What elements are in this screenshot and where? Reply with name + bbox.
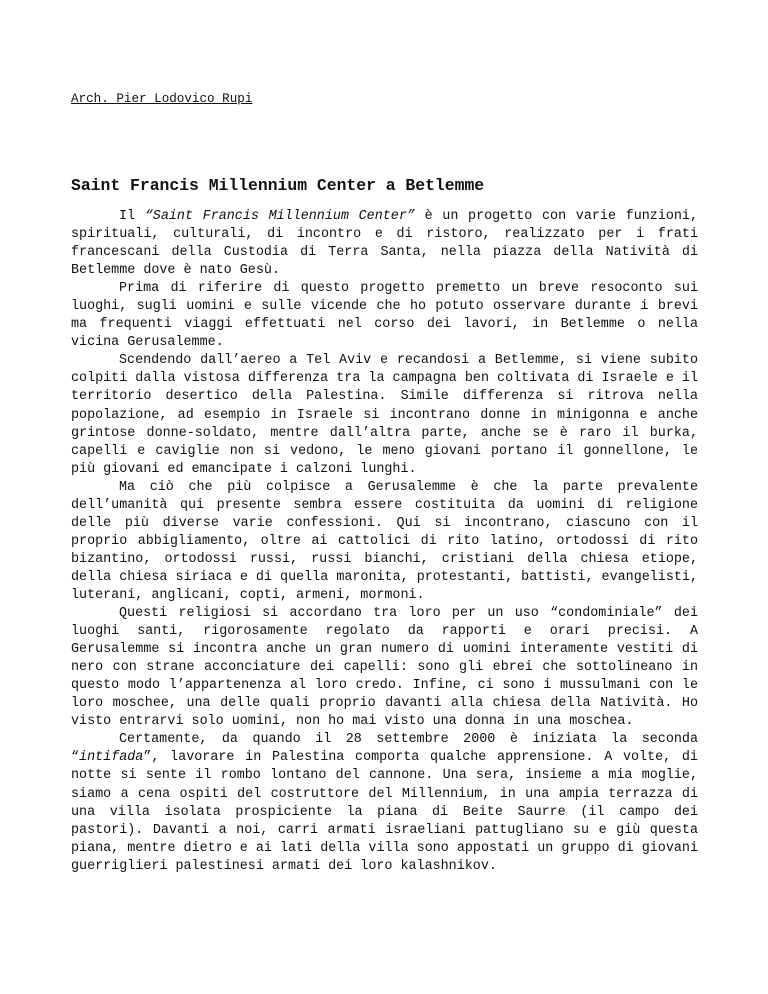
paragraph-6-italic: intifada	[79, 750, 144, 766]
paragraph-6-intro: Certamente, da quando il 28 settembre 2000 è iniziata la seconda “	[71, 732, 698, 766]
paragraph-2: Prima di riferire di questo progetto premetto un breve resoconto sui luoghi, sugli uomini e sulle vicende che ho potuto osservare durante i brevi ma frequenti viaggi effettuati nel corso dei lavori, in Betlemme o nella vicina Gerusalemme.	[71, 281, 698, 351]
paragraph-3: Scendendo dall’aereo a Tel Aviv e recandosi a Betlemme, si viene subito colpiti dalla vistosa differenza tra la campagna ben coltivata di Israele e il territorio desertico della Palestina. Simile differenza si ritrova nella popolazione, ad esempio in Israele si incontrano donne in minigonna e anche grintose donne-soldato, mentre dall’altra parte, anche se è raro il burka, capelli e caviglie non si vedono, le meno giovani portano il gonnellone, le più giovani ed emancipate i calzoni lunghi.	[71, 353, 698, 477]
author-line: Arch. Pier Lodovico Rupi	[71, 92, 253, 106]
paragraph-6	[71, 731, 698, 875]
paragraph-1-rest: è un progetto con varie funzioni, spirituali, culturali, di incontro e di ristoro, realizzato per i frati francescani della Custodia di Terra Santa, nella piazza della Natività di Betlemme dove è nato Gesù.	[71, 209, 698, 279]
document-title: Saint Francis Millennium Center a Betlemme	[71, 176, 485, 195]
paragraph-1	[71, 208, 698, 280]
paragraph-1-italic: “Saint Francis Millennium Center”	[144, 209, 415, 224]
paragraph-1-intro: Il	[119, 209, 145, 224]
paragraph-5: Questi religiosi si accordano tra loro per un uso “condominiale” dei luoghi santi, rigorosamente regolato da rapporti e orari precisi. A Gerusalemme si incontra anche un gran numero di uomini interamente vestiti di nero con strane acconciature dei capelli: sono gli ebrei che sottolineano in questo modo l’appartenenza al loro credo. Infine, ci sono i mussulmani con le loro moschee, una delle quali proprio davanti alla chiesa della Natività. Ho visto entrarvi solo uomini, non ho mai visto una donna in una moschea.	[71, 606, 698, 730]
paragraph-4: Ma ciò che più colpisce a Gerusalemme è che la parte prevalente dell’umanità qui presente sembra essere costituita da uomini di religione delle più diverse varie confessioni. Qui si incontrano, ciascuno con il proprio abbigliamento, oltre ai cattolici di rito latino, ortodossi di rito bizantino, ortodossi russi, russi bianchi, cristiani della chiesa etiope, della chiesa siriaca e di quella maronita, protestanti, battisti, evangelisti, luterani, anglicani, copti, armeni, mormoni.	[71, 479, 698, 603]
paragraph-6-rest: ”, lavorare in Palestina comporta qualche apprensione. A volte, di notte si sente il rombo lontano del cannone. Una sera, insieme a mia moglie, siamo a cena ospiti del costruttore del Millennium, in una ampia terrazza di una villa isolata prospiciente la piana di Beite Saurre (il campo dei pastori). Davanti a noi, carri armati israeliani pattugliano su e giù questa piana, mentre dietro e ai lati della villa sono appostati un gruppo di giovani guerriglieri palestinesi armati dei loro kalashnikov.	[71, 750, 698, 874]
document-body	[71, 208, 698, 876]
